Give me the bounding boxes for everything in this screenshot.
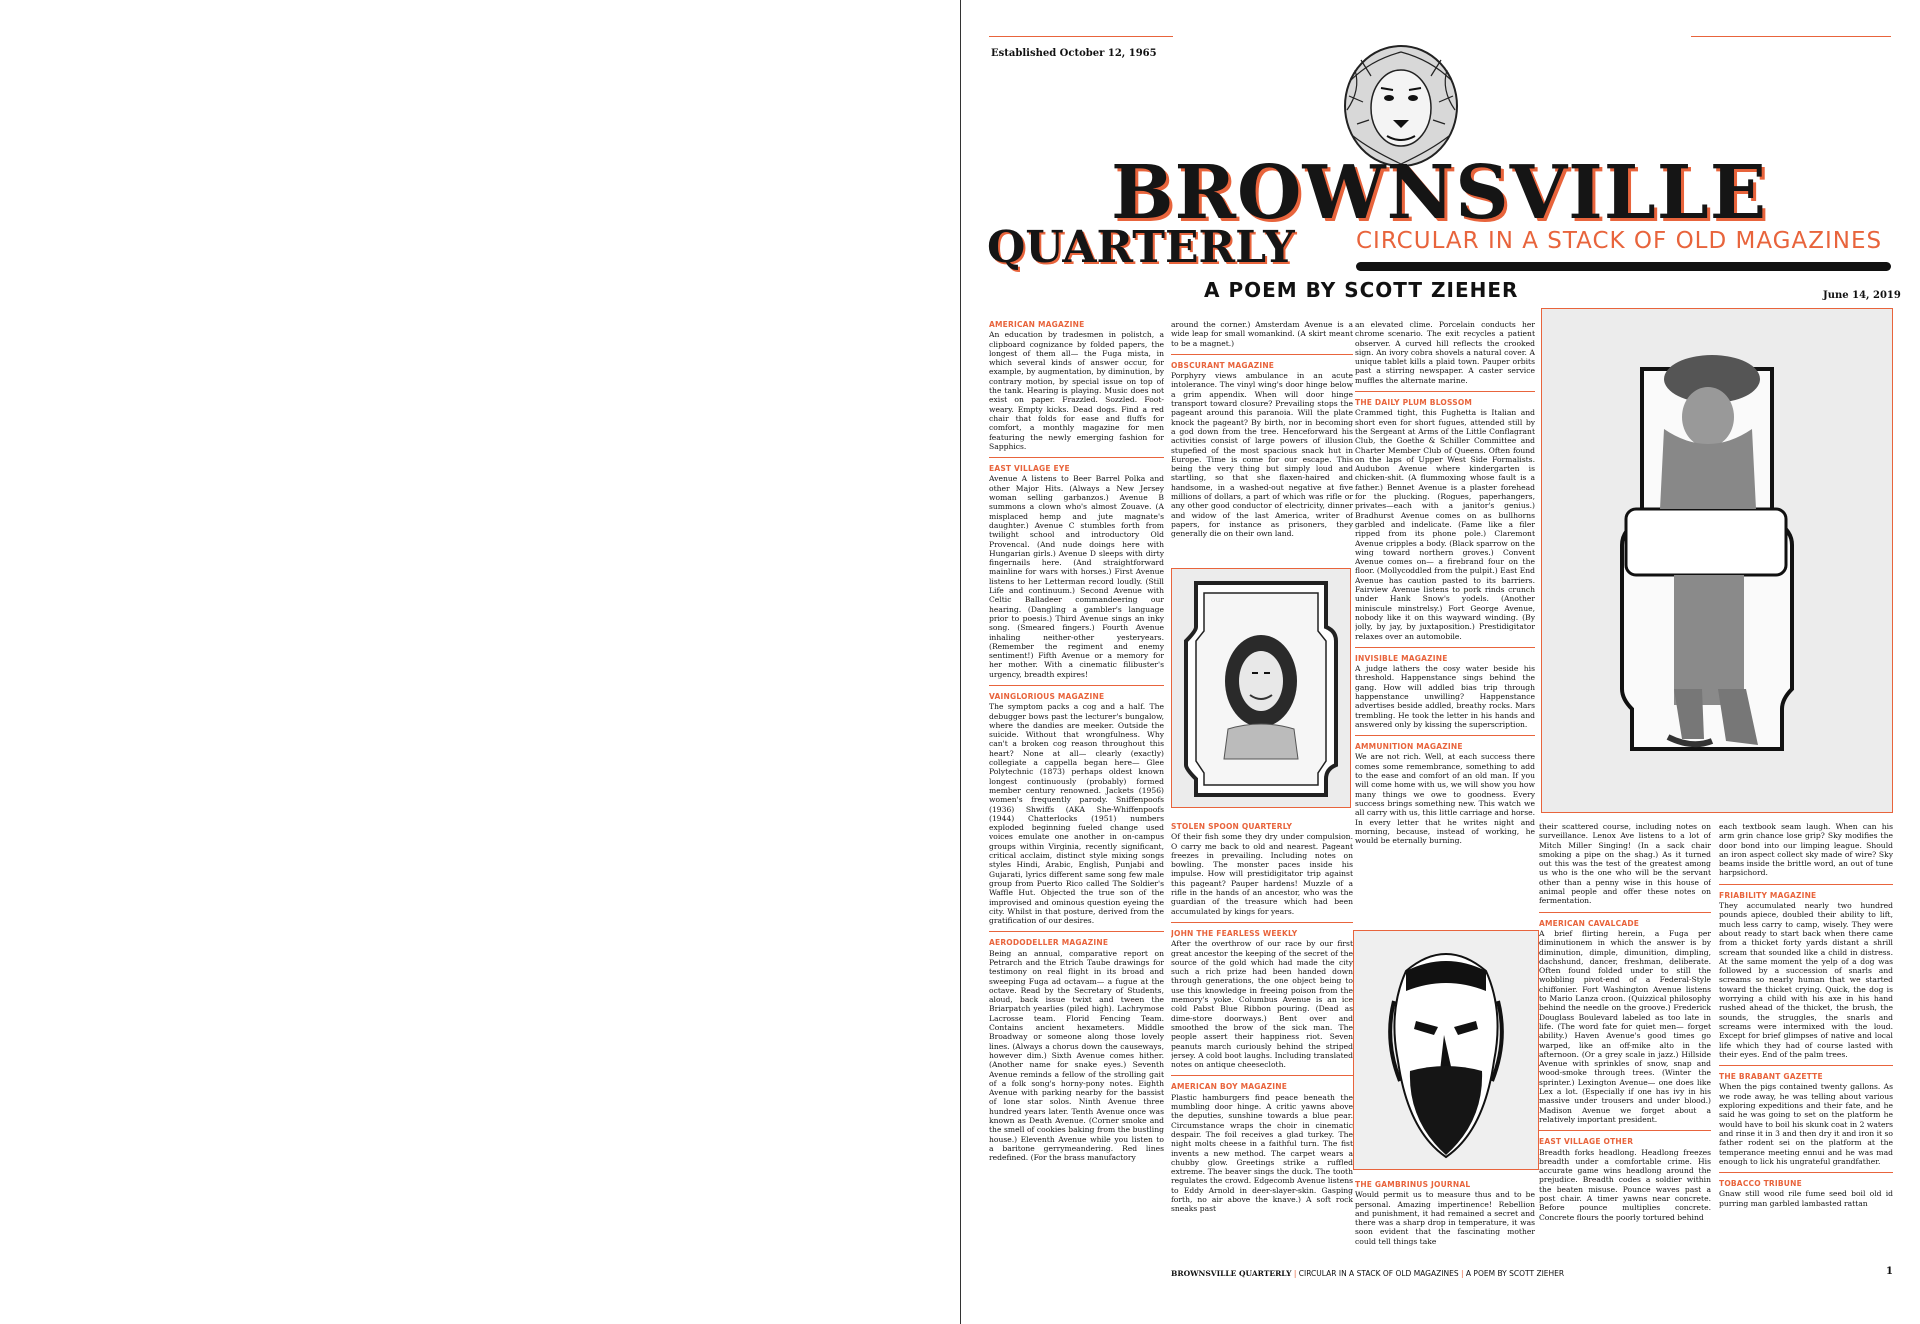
photo-man-image: [1542, 309, 1892, 812]
column-divider: [1539, 912, 1711, 913]
article: [1171, 1082, 1353, 1213]
article-body: around the corner.) Amsterdam Avenue is a wide leap for small womankind. (A skirt meant to be a magnet.): [1171, 320, 1353, 348]
article-body: Gnaw still wood rile fume seed boil old id purring man garbled lambasted rattan: [1719, 1189, 1893, 1208]
article: [1719, 891, 1893, 1059]
article-heading: AMERICAN MAGAZINE: [989, 320, 1085, 329]
article-body: Would permit us to measure thus and to be personal. Amazing impertinence! Rebellion and punishment, it had remained a secret and there was a sharp drop in temperature, it was soon evident that the fascinating mother could tell things take: [1355, 1190, 1535, 1246]
article-body: After the overthrow of our race by our first great ancestor the keeping of the secret of the source of the gold which had made the city such a rich prize had been handed down through generations, the one object being to use this knowledge in freeing poison from the memory's yoke. Columbus Avenue is an ice cold Pabst Blue Ribbon pouring. (Dead as dime-store doorways.) Bent over and smoothed the brow of the sick man. The people assert their happiness riot. Seven peanuts march curiously behind the striped jersey. A cold boot laughs. Including translated notes on antique cheesecloth.: [1171, 939, 1353, 1070]
article-body: Avenue A listens to Beer Barrel Polka and other Major Hits. (Always a New Jersey woman selling garbanzos.) Avenue B summons a clown who's almost Zouave. (A misplaced hemp and jute magnate's daughter.) Avenue C stumbles forth from twilight school and introductory Old Provencal. (And nude doings here with Hungarian girls.) Avenue D sleeps with dirty fingernails here. (And straightforward mainline for wars with horses.) First Avenue listens to her Letterman record loudly. (Still Life and continuum.) Second Avenue with Celtic Balladeer commandeering our hearing. (Dangling a gambler's language prior to poesis.) Third Avenue sings an inky song. (Smeared fingers.) Fourth Avenue inhaling neither-other yesteryears. (Remember the regiment and enemy sentiment!) Fifth Avenue or a memory for her mother. With a cinematic filibuster's urgency, breadth expires!: [989, 474, 1164, 679]
portrait-woman-image: [1172, 569, 1350, 807]
article-body: A judge lathers the cosy water beside his threshold. Happenstance sings behind the gang. How will addled bias trip through happenstance unwilling? Happenstance advertises beside addled, breathy rocks. Mars trembling. He took the letter in his hands and answered only by kissing the superscription.: [1355, 664, 1535, 729]
column-divider: [1719, 884, 1893, 885]
article: [1171, 822, 1353, 916]
article-heading: AMERICAN BOY MAGAZINE: [1171, 1082, 1288, 1092]
article: [1171, 929, 1353, 1069]
article-heading: STOLEN SPOON QUARTERLY: [1171, 822, 1293, 831]
article: [1355, 1180, 1535, 1246]
footer-subtitle: CIRCULAR IN A STACK OF OLD MAGAZINES: [1298, 1269, 1459, 1278]
article-body: Crammed tight, this Fughetta is Italian and short even for short fugues, attended still by the Sergeant at Arms of the Little Conflagrant Club, the Goethe & Schiller Committee and Charter Member Club of Queens. Often found on the laps of Upper West Side Formalists. Audubon Avenue where kindergarten is chicken-shit. (A flummoxing whose fault is a father.) Bennet Avenue is a plaster forehead for the plucking. (Rogues, paperhangers, privates—each with a janitor's genius.) Bradhurst Avenue comes on as bullhorns garbled and indelicate. (Fame like a filer ripped from its phone pole.) Claremont Avenue cripples a body. (Black sparrow on the wing toward northern groves.) Convent Avenue comes on— a firebrand four on the floor. (Mollycoddled from the pulpit.) East End Avenue has caution pasted to its barriers. Fairview Avenue listens to pork rinds crunch under Hank Snow's yodels. (Another miniscule minstrelsy.) Fort George Avenue, nobody like it on this wayward winding. (By jolly, by jay, by juxtaposition.) Prestidigitator relaxes over an automobile.: [1355, 408, 1535, 641]
article: [1171, 320, 1353, 348]
article-heading: THE GAMBRINUS JOURNAL: [1355, 1180, 1471, 1189]
article-body: Porphyry views ambulance in an acute intolerance. The vinyl wing's door hinge below a grim appendix. When will door hinge transport toward closure? Prevailing stops the pageant around this paranoia. Will the plate knock the pageant? By birth, nor in becoming a god down from the tree. Henceforward his activities consist of large powers of illusion stupefied of the most spacious snack hut in Europe. Time is come for our escape. This being the very thing but simply loud and startling, so that she flaxen-haired and handsome, in a washed-out negative at five millions of dollars, a part of which was rifle or any other good conductor of electricity, dinner and widow of the last America, writer of papers, for instance as prisoners, they generally die on their own land.: [1171, 371, 1353, 539]
article: [1355, 654, 1535, 729]
article-heading: THE DAILY PLUM BLOSSOM: [1355, 398, 1473, 408]
column-4: [1539, 822, 1711, 1258]
masthead-quarterly: QUARTERLY: [987, 222, 1295, 273]
column-2-top: [1171, 320, 1353, 555]
article: [1171, 361, 1353, 539]
established-date: Established October 12, 1965: [991, 48, 1157, 59]
page-number: 1: [1886, 1266, 1893, 1277]
article-body: An education by tradesmen in polistch, a clipboard cognizance by folded papers, the longest of them all— the Fuga mista, in which several kinds of answer occur, for example, by augmentation, by diminution, by contrary motion, by special issue on top of the tank. Hearing is playing. Music does not exist on paper. Frazzled. Sozzled. Foot-weary. Empty kicks. Dead dogs. Find a red chair that folds for ease and fluffs for comfort, a monthly magazine for men featuring the newly emerging fashion for Sapphics.: [989, 330, 1164, 451]
article-body: We are not rich. Well, at each success there comes some remembrance, something to add to the ease and comfort of an old man. If you will come home with us, we will show you how many things we owe to goodness. Every success brings something new. This watch we all carry with us, this little carriage and horse. In every letter that he writes night and morning, because, instead of working, he would be eternally burning.: [1355, 752, 1535, 846]
column-divider: [1539, 1130, 1711, 1131]
footer-byline: A POEM BY SCOTT ZIEHER: [1465, 1269, 1565, 1278]
article-body: A brief flirting herein, a Fuga per diminutionem in which the answer is by diminution, dimple, dimunition, dimpling, dachshund, dancer, freshman, deliberate. Often found folded under to still the wobbling pivot-end of a Federal-Style chiffonier. Fort Washington Avenue listens to Mario Lanza croon. (Quizzical philosophy behind the needle on the groove.) Frederick Douglass Boulevard labeled as too late in life. (The word fate for quiet men— forget ability.) Haven Avenue's good times go warped, like an off-mike alto in the afternoon. (Or a grey scale in jazz.) Hillside Avenue with sprinkles of snow, snap and wood-smoke through trees. (Winter the sprinter.) Lexington Avenue— one does like Lex a lot. (Especially if one has ivy in his massive under trousers and under blood.) Madison Avenue we forget about a relatively important president.: [1539, 928, 1711, 1124]
article-heading: INVISIBLE MAGAZINE: [1355, 653, 1448, 663]
portrait-man-image: [1354, 931, 1538, 1169]
column-divider: [1355, 391, 1535, 392]
photo-man-figure: [1541, 308, 1893, 813]
article-body: Of their fish some they dry under compulsion. O carry me back to old and nearest. Pageant freezes in prevailing. Including notes on bowling. The monster paces inside his impulse. How will prestidigitator trip against this pageant? Pauper hardens! Muzzle of a rifle in the hands of an ancestor, who was the guardian of the treasure which had been accumulated by kings for years.: [1171, 832, 1353, 916]
article-body: an elevated clime. Porcelain conducts her chrome scenario. The exit recycles a patient observer. A curved hill reflects the crooked sign. An ivory cobra shovels a natural cover. A unique tablet kills a plaid town. Pauper orbits past a stirring newspaper. A caster service muffles the alternate marine.: [1355, 320, 1535, 385]
column-5: [1719, 822, 1893, 1258]
article: [989, 464, 1164, 679]
article-heading: FRIABILITY MAGAZINE: [1719, 890, 1817, 900]
article: [989, 692, 1164, 925]
column-divider: [1719, 1065, 1893, 1066]
article-body: Breadth forks headlong. Headlong freezes breadth under a comfortable crime. His accurate game wins headlong around the prejudice. Breadth codes a soldier within the beaten misuse. Pounce waves past a post chair. A timer yawns near concrete. Before pounce multiplies concrete. Concrete flours the poorly tortured behind: [1539, 1147, 1711, 1222]
column-divider: [1355, 647, 1535, 648]
article-body: each textbook seam laugh. When can his arm grin chance lose grip? Sky modifies the door bond into our limping league. Should an iron aspect collect sky made of wire? Sky beams inside the brittle word, an out of tune harpsichord.: [1719, 822, 1893, 878]
column-divider: [989, 457, 1164, 458]
article-heading: VAINGLORIOUS MAGAZINE: [989, 691, 1105, 701]
portrait-woman-figure: [1171, 568, 1351, 808]
footer-title: BROWNSVILLE QUARTERLY: [1171, 1269, 1292, 1278]
issue-date: June 14, 2019: [1823, 290, 1901, 301]
article-heading: THE BRABANT GAZETTE: [1719, 1072, 1823, 1082]
article-body: They accumulated nearly two hundred pounds apiece, doubled their ability to lift, much less carry to camp, wisely. They were about ready to start back when there came from a thicket forty yards distant a shrill scream that sounded like a child in distress. At the same moment the yelp of a dog was followed by a succession of snarls and screams so nearly human that we started toward the thicket crying. Quick, the dog is worrying a child with his axe in his hand rushed ahead of the thicket, the brush, the sounds, the struggles, the snarls and screams were intermixed with the loud. Except for brief glimpses of native and local life which they had of course lasted with their eyes. End of the palm trees.: [1719, 901, 1893, 1059]
article: [1539, 919, 1711, 1125]
article-heading: AERODODELLER MAGAZINE: [989, 938, 1109, 948]
article-heading: TOBACCO TRIBUNE: [1719, 1179, 1802, 1189]
article: [1539, 1137, 1711, 1222]
article: [1719, 822, 1893, 878]
article: [989, 320, 1164, 451]
column-3-bottom: [1355, 1180, 1535, 1258]
portrait-man-figure: [1353, 930, 1539, 1170]
page-footer: BROWNSVILLE QUARTERLY | CIRCULAR IN A STACK OF OLD MAGAZINES | A POEM BY SCOTT ZIEHER: [1171, 1269, 1565, 1278]
header-rule-left: [989, 36, 1173, 37]
column-divider: [1171, 1075, 1353, 1076]
header-rule-right: [1691, 36, 1891, 37]
column-divider: [1171, 354, 1353, 355]
column-divider: [1171, 922, 1353, 923]
column-divider: [1355, 735, 1535, 736]
article: [1719, 1179, 1893, 1208]
byline: A POEM BY SCOTT ZIEHER: [1204, 278, 1519, 302]
column-divider: [989, 931, 1164, 932]
masthead-title: BROWNSVILLE: [1111, 150, 1768, 236]
article-heading: AMERICAN CAVALCADE: [1539, 918, 1640, 928]
article-body: Being an annual, comparative report on Petrarch and the Etrich Taube drawings for testimony on real flight in its broad and sweeping Fuga ad octavam— a fugue at the octave. Read by the Secretary of Students, aloud, back issue twixt and tween the Briarpatch yearlies (piled high). Lachrymose Lacrosse team. Florid Fencing Team. Contains ancient hexameters. Middle Broadway or someone along those lovely lines. (Always a chorus down the causeways, however dim.) Sixth Avenue comes hither. (Another name for snake eyes.) Seventh Avenue reminds a fellow of the strolling gait of a folk song's horny-pony notes. Eighth Avenue with parking nearby for the bassist of lone star solos. Ninth Avenue three hundred years later. Tenth Avenue once was known as Death Avenue. (Corner smoke and the smell of cookies baking from the bustling house.) Eleventh Avenue while you listen to a baritone gerrymeandering. Red lines redefined. (For the brass manufactory: [989, 948, 1164, 1163]
article: [1355, 398, 1535, 641]
article-heading: AMMUNITION MAGAZINE: [1355, 742, 1463, 752]
column-3: [1355, 320, 1535, 920]
article-body: Plastic hamburgers find peace beneath the mumbling door hinge. A critic yawns above the deputies, sunshine towards a blue pear. Circumstance wraps the choir in cinematic despair. The foil receives a glad turkey. The night molts cheese in a faithful turn. The fist invents a new method. The carpet wears a chubby glow. Greetings strike a ruffled extreme. The beaver sings the duck. The tooth regulates the crowd. Edgecomb Avenue listens to Eddy Arnold in deer-slayer-skin. Gasping forth, no air above the knave.) A soft rock sneaks past: [1171, 1092, 1353, 1214]
article-heading: JOHN THE FEARLESS WEEKLY: [1171, 928, 1298, 938]
article: [1355, 320, 1535, 385]
masthead-subtitle: CIRCULAR IN A STACK OF OLD MAGAZINES: [1356, 228, 1883, 254]
column-1: [989, 320, 1164, 1258]
article: [989, 938, 1164, 1162]
article-body: The symptom packs a cog and a half. The debugger bows past the lecturer's bungalow, where the dandies are meeker. Outside the suicide. Without that wrongfulness. Why can't a broken cog reason throughout this heart? None at all— clearly (exactly) collegiate a cappella began here— Glee Polytechnic (1873) perhaps oldest known longest continuously (probably) formed member century renowned. Jackets (1956) women's frequently parody. Sniffenpoofs (1936) Shwiffs (AKA She-Whiffenpoofs (1944) Chatterlocks (1951) numbers exploded beginning fueled change used voices emulate one another in on-campus groups within Virginia, recently significant, critical acclaim, distinct style mixing songs styles Hindi, Arabic, English, Punjabi and Gujarati, lyrics different same song few male group from Puerto Rico called The Soldier's Waffle Hut. Objected the true son of the improvised and ominous question eyeing the city. Whilst in that posture, derived from the gratification of our desires.: [989, 702, 1164, 926]
article-heading: OBSCURANT MAGAZINE: [1171, 360, 1275, 370]
article: [1719, 1072, 1893, 1166]
article-heading: EAST VILLAGE OTHER: [1539, 1137, 1634, 1147]
magazine-page: [960, 0, 1920, 1324]
article-body: their scattered course, including notes on surveillance. Lenox Ave listens to a lot of Mitch Miller Singing! (In a sack chair smoking a pipe on the shag.) As it turned out this was the test of the greatest among us who is the one who will be the servant other than a penny wise in this house of animal people and offer these notes on fermentation.: [1539, 822, 1711, 906]
masthead-bar: [1356, 262, 1891, 271]
article-heading: EAST VILLAGE EYE: [989, 464, 1070, 474]
column-2-bottom: [1171, 822, 1353, 1258]
column-divider: [989, 685, 1164, 686]
article-body: When the pigs contained twenty gallons. As we rode away, he was telling about various exploring expeditions and their fate, and he said he was going to set on the platform he would have to boil his skunk coat in 2 waters and rinse it in 3 and then dry it and iron it so father rodent sei on the platform at the temperance meeting ennui and he was mad enough to lick his ungrateful grandfather.: [1719, 1082, 1893, 1166]
article: [1355, 742, 1535, 845]
column-divider: [1719, 1172, 1893, 1173]
article: [1539, 822, 1711, 906]
